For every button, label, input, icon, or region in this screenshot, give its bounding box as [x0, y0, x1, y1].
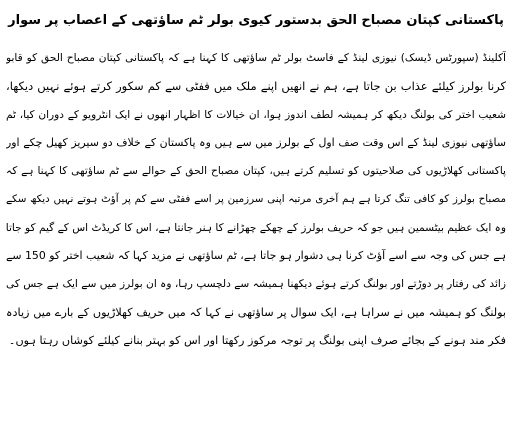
article-line-last: فکر مند ہونے کے بجائے صرف اپنی بولنگ پر توجہ مرکوز رکھتا اور اس کو بہتر بنانے کیلئے کوشاں رہتا ہوں۔ — [8, 333, 506, 347]
article-line: ہے جس کی وجہ سے اسے آؤٹ کرنا ہی دشوار ہو جاتا ہے، ٹم ساؤتھی نے مزید کہا کہ شعیب اختر کو 150 سے — [6, 249, 506, 263]
article-line: مصباح بولرز کو کافی تنگ کرتا ہے ہم آخری مرتبہ اپنی سرزمین پر اسے ففٹی سے کم پر آؤٹ ہوتے نہیں دیکھ سکے — [6, 193, 506, 206]
article-line: ساؤتھی نیوزی لینڈ کے اس وقت صف اول کے بولرز میں سے ہیں وہ پاکستان کے خلاف دو سیریز کھیل چکے اور — [6, 135, 506, 149]
article-headline: پاکستانی کپتان مصباح الحق بدستور کیوی بولر ٹم ساؤتھی کے اعصاب پر سوار — [8, 13, 504, 28]
article-body — [6, 44, 506, 428]
article-line: بولنگ کو ہمیشہ میں نے سراہا ہے، ایک سوال پر ساؤتھی نے کہا کہ میں حریف کھلاڑیوں کے بارے میں زیادہ — [6, 305, 506, 319]
article-line: پاکستانی کھلاڑیوں کی صلاحیتوں کو تسلیم کرتے ہیں، کپتان مصباح الحق کے حوالے سے ٹم ساؤتھی کا کہنا ہے کہ — [6, 165, 506, 178]
article-line: آکلینڈ (سپورٹس ڈیسک) نیوزی لینڈ کے فاسٹ بولر ٹم ساؤتھی کا کہنا ہے کہ پاکستانی کپتان مصباح الحق کو قابو — [6, 52, 506, 64]
article-line: شعیب اختر کی بولنگ دیکھ کر ہمیشہ لطف اندوز ہوا، ان خیالات کا اظہار انھوں نے ایک انٹرویو کے دوران کیا، ٹم — [6, 108, 506, 121]
article-line: زائد کی رفتار پر دوڑتے اور بولنگ کرتے ہوئے دیکھنا ہمیشہ سے دلچسپ رہا، وہ ان بولرز میں سے ایک ہے جس کی — [6, 278, 506, 291]
article-line: کرنا بولرز کیلئے عذاب بن جاتا ہے، ہم نے انھیں اپنے ملک میں ففٹی سے کم سکور کرتے ہوئے نہیں دیکھا، — [6, 79, 506, 94]
article-line: وہ ایک عظیم بیٹسمین ہیں جو کہ حریف بولرز کے چھکے چھڑانے کا ہنر جانتا ہے، اس کا کریڈٹ اس کے گیم کو جاتا — [6, 221, 506, 234]
